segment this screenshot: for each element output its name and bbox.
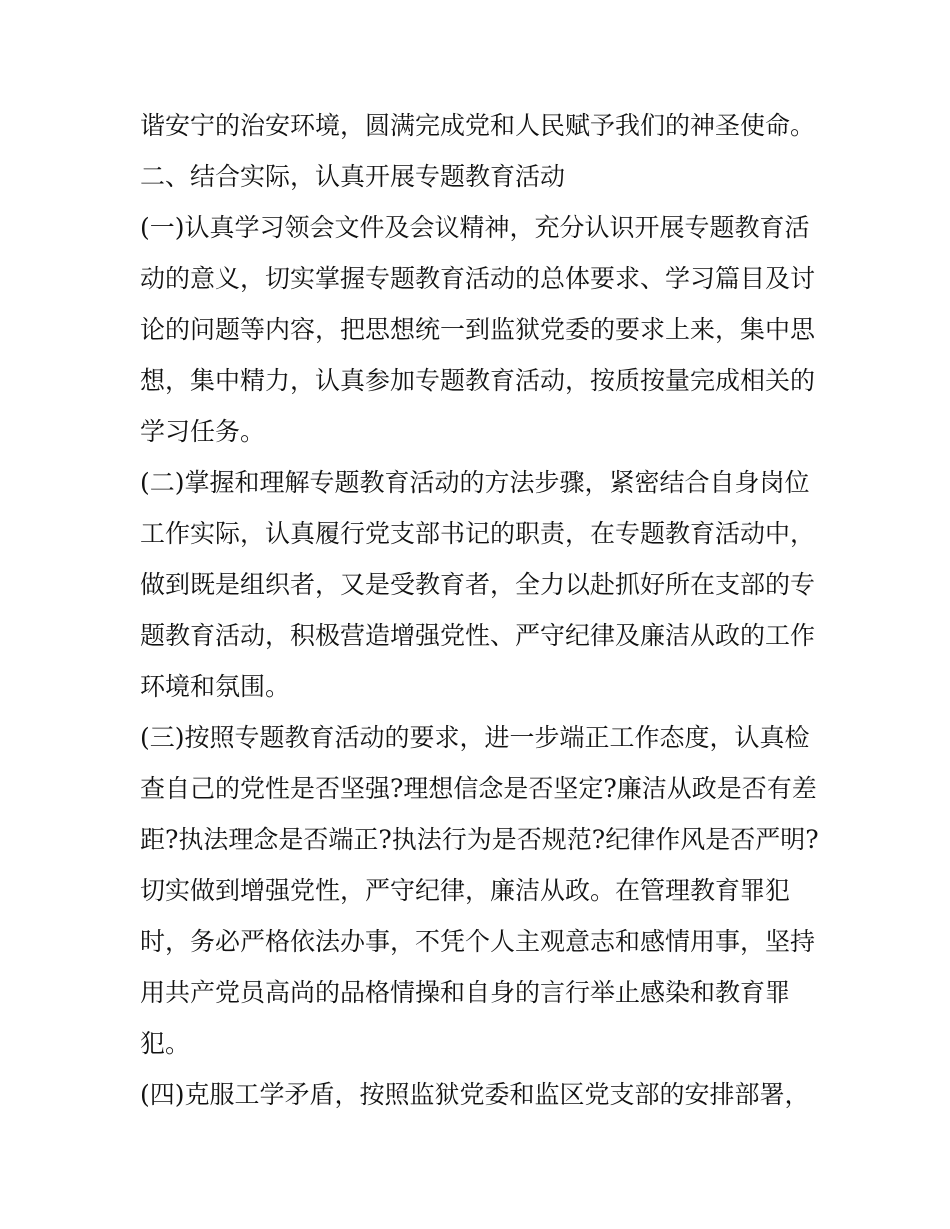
document-body [140, 100, 820, 1120]
text-line: (三)按照专题教育活动的要求，进一步端正工作态度，认真检 [140, 723, 810, 752]
text-line: 谐安宁的治安环境，圆满完成党和人民赋予我们的神圣使命。 [140, 111, 816, 140]
text-line: 做到既是组织者，又是受教育者，全力以赴抓好所在支部的专 [140, 570, 816, 599]
text-line: (二)掌握和理解专题教育活动的方法步骤，紧密结合自身岗位 [140, 468, 810, 497]
text-line: 查自己的党性是否坚强?理想信念是否坚定?廉洁从政是否有差 [140, 774, 817, 803]
text-line: 距?执法理念是否端正?执法行为是否规范?纪律作风是否严明? [140, 825, 819, 854]
text-line: 切实做到增强党性，严守纪律，廉洁从政。在管理教育罪犯 [140, 876, 791, 905]
section-heading: 二、结合实际，认真开展专题教育活动 [140, 162, 566, 191]
text-line: 犯。 [140, 1029, 191, 1058]
text-line: 想，集中精力，认真参加专题教育活动，按质按量完成相关的 [140, 366, 816, 395]
text-line: 环境和氛围。 [140, 672, 291, 701]
text-line: 题教育活动，积极营造增强党性、严守纪律及廉洁从政的工作 [140, 621, 816, 650]
text-line: 工作实际，认真履行党支部书记的职责，在专题教育活动中， [140, 519, 816, 548]
text-line: 用共产党员高尚的品格情操和自身的言行举止感染和教育罪 [140, 978, 791, 1007]
text-line: (一)认真学习领会文件及会议精神，充分认识开展专题教育活 [140, 213, 810, 242]
text-line: 动的意义，切实掌握专题教育活动的总体要求、学习篇目及讨 [140, 264, 816, 293]
text-line: 论的问题等内容，把思想统一到监狱党委的要求上来，集中思 [140, 315, 816, 344]
text-line: 时，务必严格依法办事，不凭个人主观意志和感情用事，坚持 [140, 927, 816, 956]
text-line: (四)克服工学矛盾，按照监狱党委和监区党支部的安排部署， [140, 1080, 810, 1109]
text-line: 学习任务。 [140, 417, 266, 446]
